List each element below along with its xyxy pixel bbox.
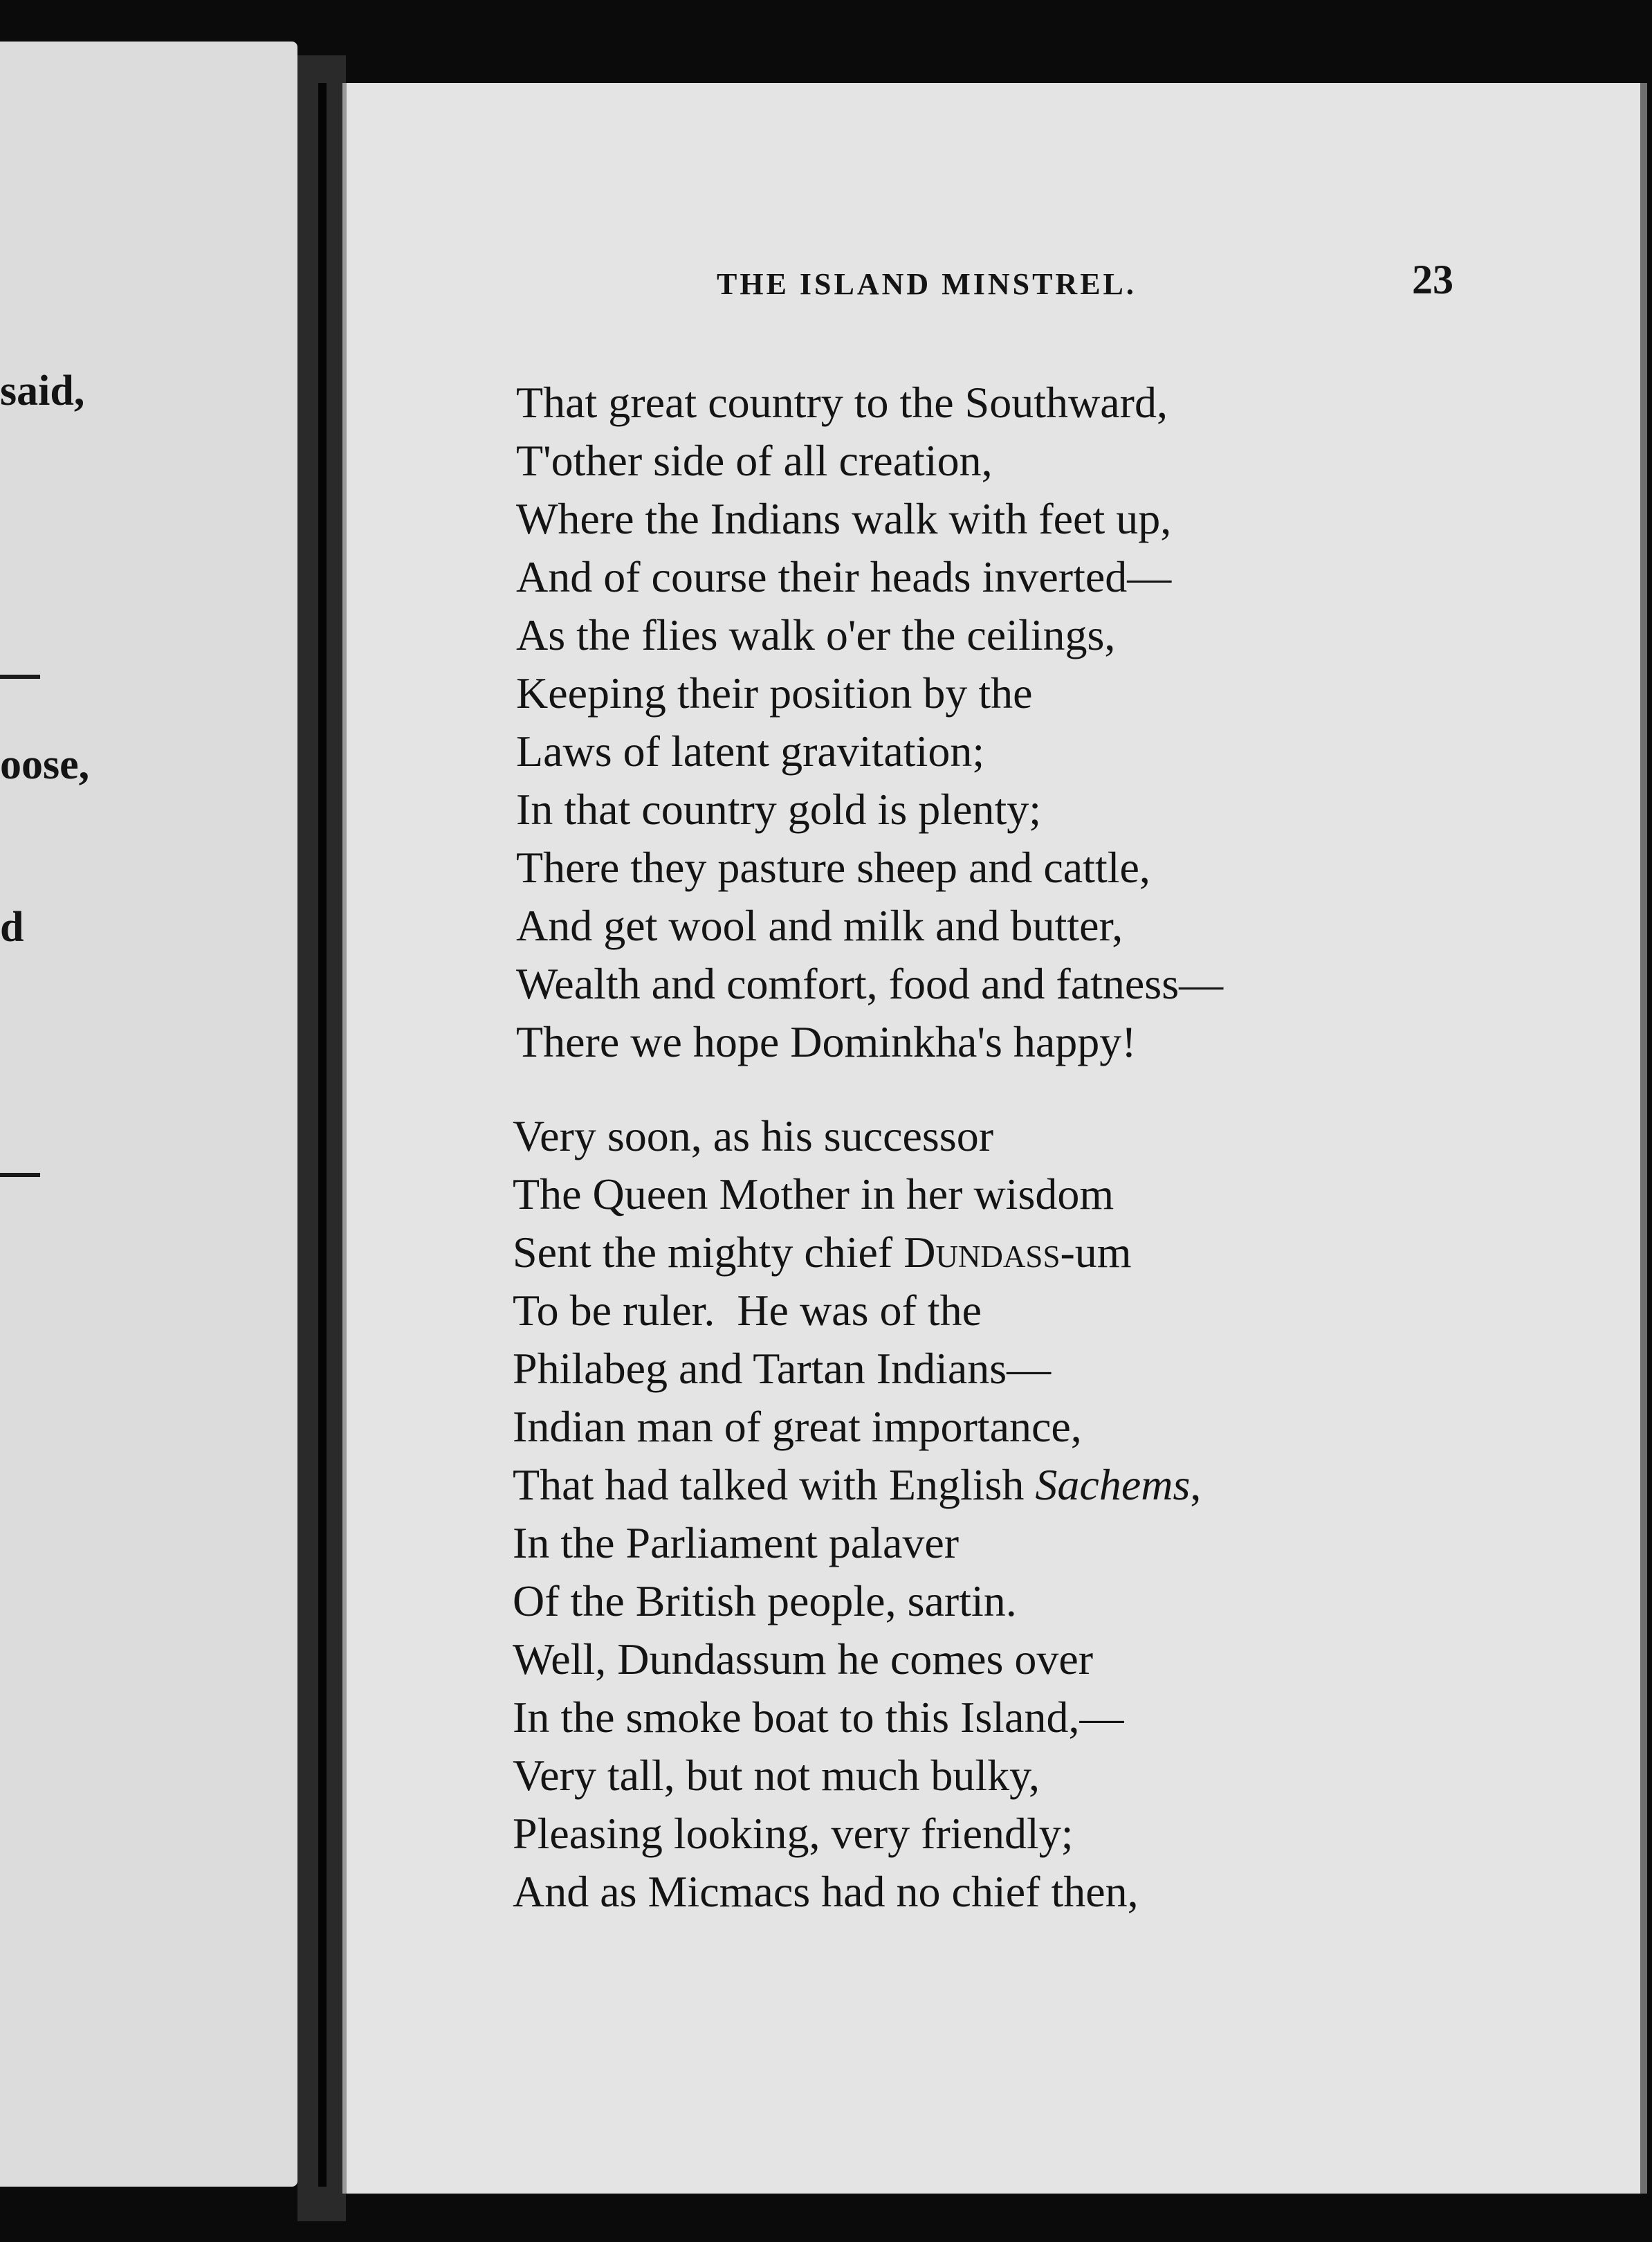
poem-line: Philabeg and Tartan Indians— (513, 1344, 1052, 1393)
poem-line: And of course their heads inverted— (516, 552, 1172, 601)
stanza-2 (513, 1107, 1201, 1921)
left-fragment-text: oose, (0, 741, 90, 788)
poem-line: Very soon, as his successor (513, 1111, 993, 1160)
line-text: , (1190, 1460, 1202, 1509)
poem-line: In the Parliament palaver (513, 1518, 960, 1567)
poem-line: As the flies walk o'er the ceilings, (516, 610, 1116, 659)
poem-line: In the smoke boat to this Island,— (513, 1693, 1124, 1742)
left-fragment-text: said, (0, 367, 85, 414)
poem-line: Of the British people, sartin. (513, 1576, 1017, 1625)
poem-line: There we hope Dominkha's happy! (516, 1017, 1137, 1066)
poem-line: In that country gold is plenty; (516, 785, 1041, 834)
poem-line: And as Micmacs had no chief then, (513, 1867, 1139, 1916)
line-text: That had talked with English (513, 1460, 1036, 1509)
poem-line: Keeping their position by the (516, 668, 1033, 718)
page-number: 23 (1412, 257, 1453, 302)
poem-line: Pleasing looking, very friendly; (513, 1809, 1074, 1858)
poem-line: Laws of latent gravitation; (516, 727, 985, 776)
line-text: -um (1060, 1228, 1132, 1277)
poem-line: T'other side of all creation, (516, 436, 993, 485)
left-dash-rule (0, 1173, 40, 1177)
poem-line: Indian man of great importance, (513, 1402, 1082, 1451)
left-dash-rule (0, 675, 40, 679)
italic-word: Sachems (1035, 1460, 1191, 1509)
poem-line: Where the Indians walk with feet up, (516, 494, 1172, 543)
poem-line (513, 1456, 1201, 1514)
poem-line: There they pasture sheep and cattle, (516, 843, 1150, 892)
right-page (342, 83, 1647, 2194)
poem-line: To be ruler. He was of the (513, 1286, 982, 1335)
line-text: Sent the mighty chief (513, 1228, 904, 1277)
spine-shadow (318, 83, 327, 2187)
running-title: THE ISLAND MINSTREL. (717, 267, 1137, 301)
chief-name-smallcaps: Dundass (903, 1228, 1061, 1277)
poem-line: And get wool and milk and butter, (516, 901, 1123, 950)
left-page-fragment (0, 42, 297, 2187)
poem-line (513, 1223, 1201, 1282)
poem-line: Well, Dundassum he comes over (513, 1634, 1094, 1684)
poem-line: The Queen Mother in her wisdom (513, 1169, 1114, 1219)
poem-line: Very tall, but not much bulky, (513, 1751, 1040, 1800)
stanza-1 (516, 374, 1223, 1071)
poem-line: That great country to the Southward, (516, 378, 1168, 427)
left-fragment-text: d (0, 904, 24, 951)
poem-line: Wealth and comfort, food and fatness— (516, 959, 1224, 1008)
